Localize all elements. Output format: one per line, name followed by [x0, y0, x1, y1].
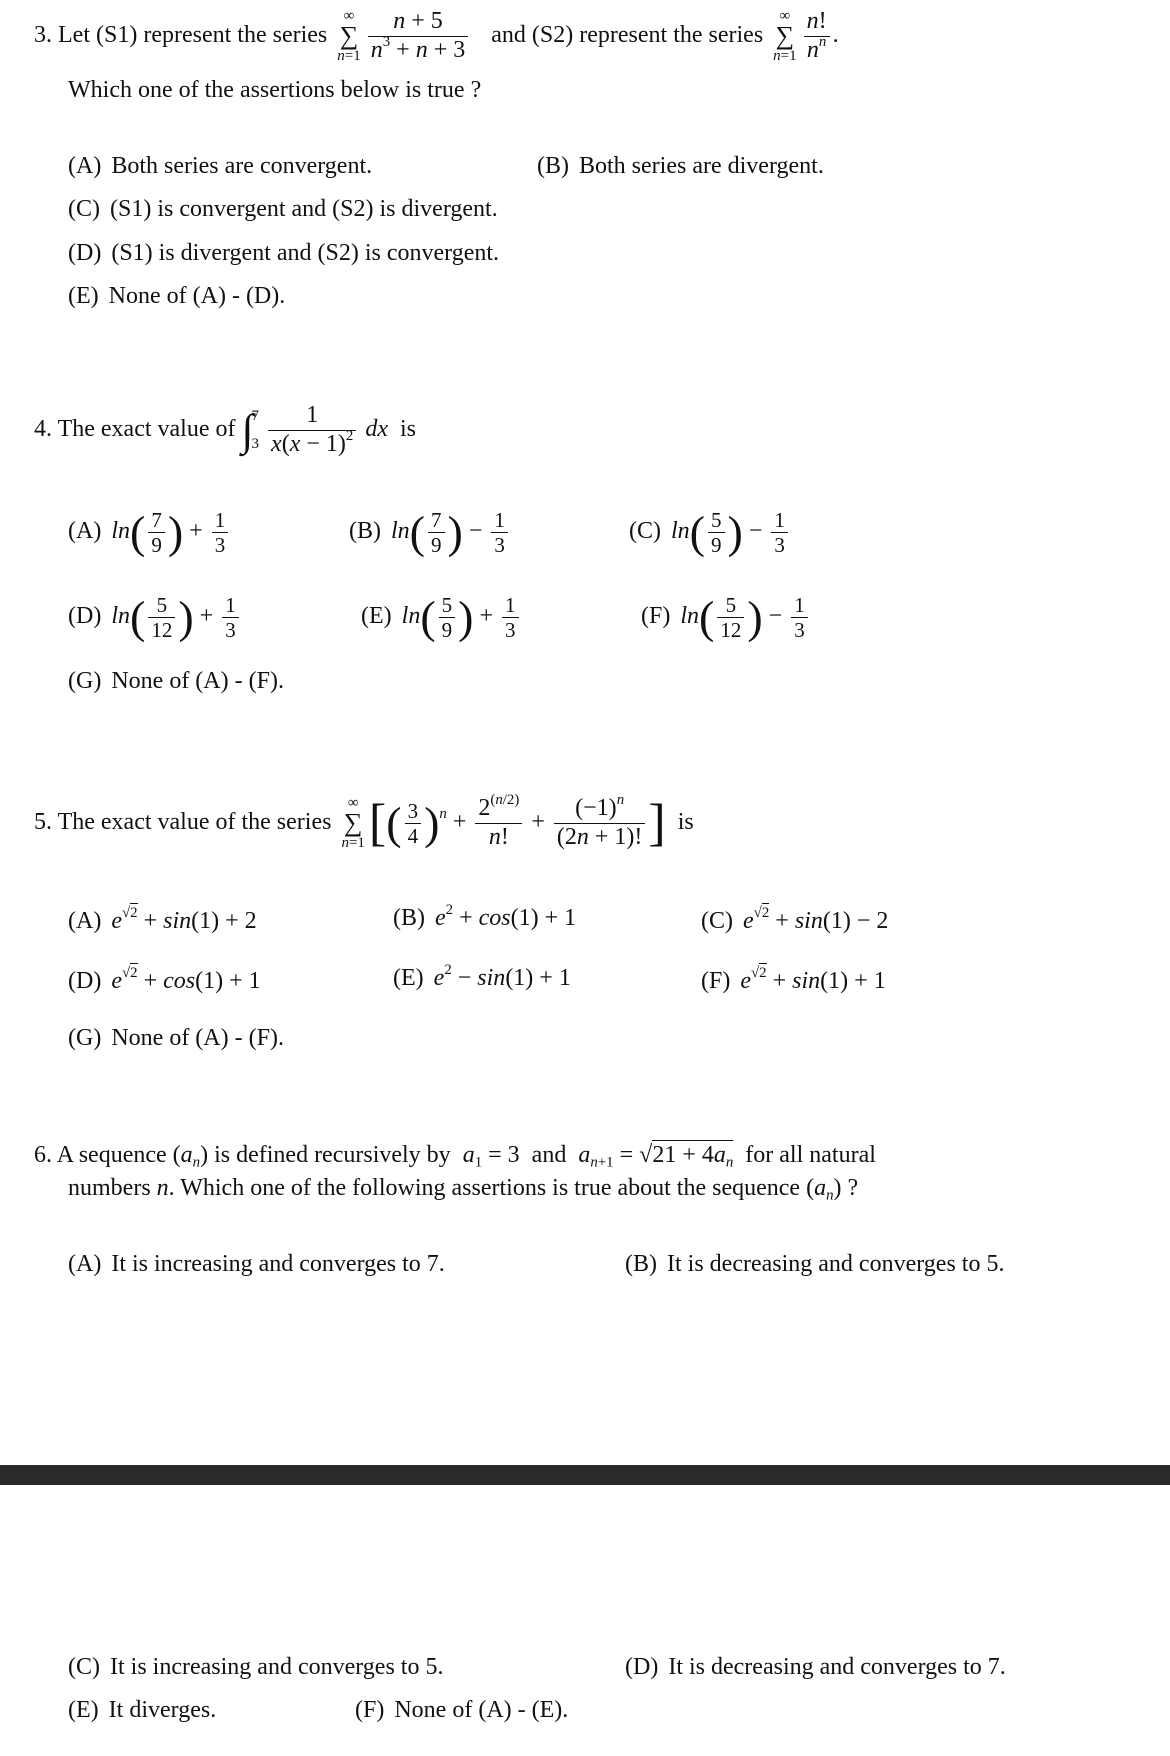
q6-option-b[interactable] [625, 1251, 1004, 1278]
q3-number: 3. [34, 22, 52, 48]
q3-option-c[interactable] [68, 196, 498, 223]
option-label: (F) [355, 1697, 385, 1723]
q4-text: The exact value of [57, 416, 236, 442]
q6-text: Which one of the following assertions is true about the sequence [180, 1175, 801, 1201]
q4-integrand: $\frac{1}{x(x - 1)^2}$ [268, 402, 356, 458]
q6-text: is defined recursively by [214, 1142, 451, 1168]
q3-option-d[interactable] [68, 240, 499, 267]
q3-s1: (S1) [95, 22, 138, 48]
q6-statement-line1: 6. A sequence $(a_n)$ is defined recursively by $a_1 = 3$ and $a_{n+1} = √21 + 4a_n$ for all natural [34, 1142, 876, 1171]
q5-sigma: ∞ ∑ n=1 [341, 795, 365, 851]
option-text: It is increasing and converges to 5. [110, 1654, 444, 1680]
option-text: Both series are convergent. [111, 153, 373, 179]
q4-option-g[interactable] [68, 668, 284, 695]
option-label: (D) [68, 968, 102, 995]
q3-sigma-1: ∞ ∑ n=1 [337, 8, 361, 64]
q6-text: and [531, 1142, 567, 1168]
q4-option-d[interactable]: (D) ln( $\frac{5}{12}$ ) + $\frac{1}{3}$ [68, 583, 242, 650]
option-label: (D) [68, 603, 102, 629]
q3-option-e[interactable] [68, 283, 285, 310]
option-label: (D) [625, 1654, 659, 1680]
q5-option-a[interactable]: (A) $e^{√2} + \sin(1) + 2$ [68, 905, 257, 935]
option-label: (C) [629, 518, 661, 544]
q6-option-f[interactable] [355, 1697, 568, 1724]
q3-series1-fraction: $\frac{n + 5}{n^3 + n + 3}$ [368, 8, 469, 64]
option-label: (D) [68, 240, 102, 266]
option-label: (G) [68, 668, 102, 694]
q3-question: Which one of the assertions below is true ? [68, 77, 482, 103]
option-text: None of (A) - (F). [111, 1025, 284, 1051]
q4-statement: 4. The exact value of ∫ 7 3 $\frac{1}{x(x - 1)^2}$ dx is [34, 402, 416, 457]
q6-option-a[interactable] [68, 1251, 445, 1278]
q5-statement: 5. The exact value of the series ∞ ∑ n=1 [( $\frac{3}{4}$ )$^n$ + $\frac{2^{(n/2)}}{n!}$ + $\frac{(-1)^n}{(2n + 1)!}$ ] is [34, 792, 694, 852]
option-label: (A) [68, 908, 102, 935]
q3-represent-2: represent the series [579, 22, 764, 48]
option-text: It diverges. [108, 1697, 217, 1723]
option-label: (C) [68, 1654, 100, 1680]
q5-option-e[interactable]: (E) $e^2 - \sin(1) + 1$ [393, 961, 571, 991]
q5-number: 5. [34, 809, 52, 835]
option-label: (B) [349, 518, 381, 544]
q5-option-c[interactable]: (C) $e^{√2} + \sin(1) - 2$ [701, 905, 889, 935]
option-label: (F) [641, 603, 671, 629]
option-text: It is increasing and converges to 7. [111, 1251, 445, 1277]
q6-number: 6. [34, 1142, 52, 1168]
option-label: (C) [68, 196, 100, 222]
option-text: Both series are divergent. [579, 153, 824, 179]
q5-option-g[interactable] [68, 1025, 284, 1052]
q3-and: and [491, 22, 526, 48]
option-label: (E) [68, 1697, 99, 1723]
page-divider [0, 1465, 1170, 1485]
option-text: It is decreasing and converges to 7. [668, 1654, 1006, 1680]
option-label: (G) [68, 1025, 102, 1051]
option-label: (F) [701, 968, 731, 995]
q5-is: is [677, 809, 694, 835]
q6-statement-line2: numbers n. Which one of the following assertions is true about the sequence $(a_n)$ ? [68, 1175, 859, 1204]
q4-option-e[interactable]: (E) ln( $\frac{5}{9}$ ) + $\frac{1}{3}$ [361, 583, 522, 650]
option-label: (E) [68, 283, 99, 309]
q6-text: A sequence [56, 1142, 167, 1168]
q4-option-a[interactable]: (A) ln( $\frac{7}{9}$ ) + $\frac{1}{3}$ [68, 498, 231, 565]
q3-sigma-2: ∞ ∑ n=1 [773, 8, 797, 64]
option-label: (B) [393, 905, 425, 931]
option-text: None of (A) - (E). [394, 1697, 569, 1723]
q4-option-f[interactable]: (F) ln( $\frac{5}{12}$ ) − $\frac{1}{3}$ [641, 583, 811, 650]
q4-option-c[interactable]: (C) ln( $\frac{5}{9}$ ) − $\frac{1}{3}$ [629, 498, 791, 565]
option-text: (S1) is convergent and (S2) is divergent. [110, 196, 498, 222]
q3-statement: 3. Let (S1) represent the series ∞ ∑ n=1 $\frac{n + 5}{n^3 + n + 3}$ and (S2) represent the series ∞ ∑ n=1 $\frac{n!}{n^n}$ . [34, 8, 839, 64]
option-label: (A) [68, 518, 102, 544]
q5-text: The exact value of the series [57, 809, 332, 835]
q5-term-3: $\frac{(-1)^n}{(2n + 1)!}$ [554, 795, 646, 851]
q5-term-2: $\frac{2^{(n/2)}}{n!}$ [475, 795, 522, 851]
option-label: (C) [701, 908, 733, 935]
option-label: (B) [537, 153, 569, 179]
q3-option-b[interactable] [537, 153, 824, 180]
q4-option-b[interactable]: (B) ln( $\frac{7}{9}$ ) − $\frac{1}{3}$ [349, 498, 511, 565]
q6-option-e[interactable] [68, 1697, 216, 1724]
option-label: (E) [361, 603, 392, 629]
option-label: (A) [68, 153, 102, 179]
q4-is: is [399, 416, 416, 442]
q3-represent-1: represent the series [143, 22, 328, 48]
q3-intro: Let [58, 22, 90, 48]
q5-option-b[interactable]: (B) $e^2 + \cos(1) + 1$ [393, 901, 577, 931]
q6-option-d[interactable] [625, 1654, 1006, 1681]
q3-option-a[interactable] [68, 153, 372, 180]
option-label: (B) [625, 1251, 657, 1277]
q5-option-d[interactable]: (D) $e^{√2} + \cos(1) + 1$ [68, 965, 261, 995]
option-text: None of (A) - (D). [108, 283, 286, 309]
q5-option-f[interactable]: (F) $e^{√2} + \sin(1) + 1$ [701, 965, 886, 995]
integral-sign: ∫ [241, 405, 254, 455]
option-text: It is decreasing and converges to 5. [667, 1251, 1005, 1277]
option-label: (E) [393, 965, 424, 991]
q3-s2: (S2) [531, 22, 574, 48]
q3-series2-fraction: $\frac{n!}{n^n}$ [804, 8, 830, 64]
option-text: None of (A) - (F). [111, 668, 284, 694]
option-text: (S1) is divergent and (S2) is convergent. [111, 240, 500, 266]
q6-option-c[interactable] [68, 1654, 443, 1681]
q6-text: for all natural [745, 1142, 876, 1168]
q4-number: 4. [34, 416, 52, 442]
q6-text: numbers [68, 1175, 151, 1201]
integral-limits: 7 3 [251, 407, 260, 453]
option-label: (A) [68, 1251, 102, 1277]
